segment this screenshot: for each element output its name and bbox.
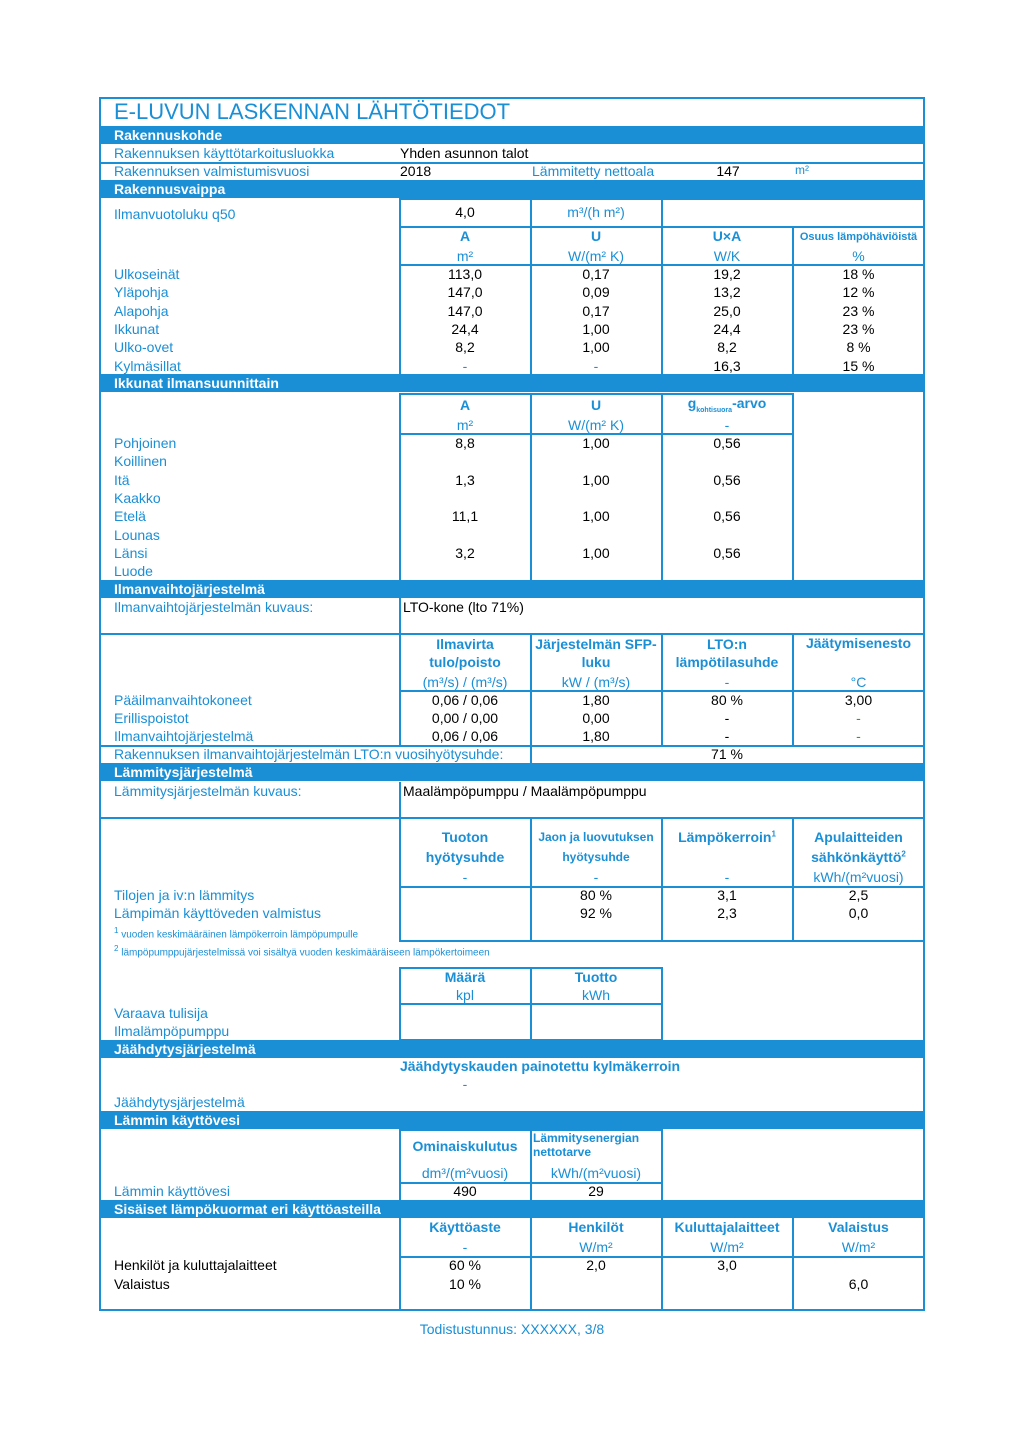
lam-row-jako: 92 % [580,905,612,921]
footer-certificate-id: Todistustunnus: XXXXXX, 3/8 [419,1321,605,1337]
divider [100,817,924,819]
iv-row-ilmavirta: 0,06 / 0,06 [431,728,499,744]
iv-row-lto: - [724,710,730,726]
vaippa-row-u: 1,00 [582,339,610,356]
divider [399,598,401,633]
kuorma-col-henk: Henkilöt [568,1219,624,1235]
section-title: Rakennusvaippa [114,181,226,197]
vaippa-row-osuus: 8 % [846,339,871,356]
kv-unit-ominais: dm³/(m²vuosi) [421,1165,509,1181]
nettoala-unit: m² [795,163,809,177]
iv-row-label: Pääilmanvaihtokoneet [114,692,252,708]
section-jaahdytys [100,1040,924,1058]
iv-row-lto: 80 % [711,692,743,708]
lam-row-jako: 80 % [580,887,612,903]
note-2: $^2$ lämpöpumppujärjestelmissä voi sisältyä vuoden keskimääräiseen lämpökertoimeen [114,944,490,959]
ilmanvuotoluku-value: 4,0 [455,204,475,220]
vaippa-row-label: Yläpohja [114,284,169,301]
tulisija-row-label: Varaava tulisija [114,1005,208,1021]
jaahdytys-value: - [462,1076,468,1092]
vaippa-row-osuus: 23 % [842,302,875,319]
tulisija-unit-tuotto: kWh [582,987,610,1003]
lam-col-jako: Jaon ja luovutuksen [538,830,654,844]
lto-vuosihyotysuhde-value: 71 % [711,746,743,762]
section-title: Rakennuskohde [114,127,223,143]
iv-row-sfp: 1,80 [582,728,610,744]
ilmanvuotoluku-unit: m³/(h m²) [567,204,625,220]
section-title: Ikkunat ilmansuunnittain [114,375,279,391]
vaippa-row-osuus: 15 % [842,357,875,374]
col-u: U [590,228,602,244]
ikkuna-row-a: 8,8 [455,435,475,451]
kv-value1: 490 [453,1183,477,1199]
vaippa-row-a: 113,0 [448,266,482,282]
vaippa-row-a: 8,2 [455,339,475,356]
ikk-unit-a: m² [456,417,474,433]
kuorma-row-kul: 3,0 [717,1257,737,1273]
ikk-col-u: U [590,397,602,413]
divider [399,782,401,817]
iv-row-jaat: 3,00 [844,692,873,708]
divider [399,940,925,942]
kuorma-col-kaytto: Käyttöaste [429,1219,501,1235]
ikkuna-row-label: Luode [114,563,153,580]
lam-col-tuotto: Tuoton [441,829,489,845]
lam-unit-kerroin: - [724,869,730,885]
col-osuus: Osuus lämpöhäviöistä [799,231,918,243]
vaippa-row-ua: 25,0 [713,302,741,319]
note-1-text: vuoden keskimääräinen lämpökerroin lämpöpumpulle [121,929,359,941]
kv-col-ominais: Ominaiskulutus [412,1138,518,1154]
unit-osuus: % [852,248,865,264]
kuorma-col-kul: Kuluttajalaitteet [674,1219,780,1235]
lam-row-label: Lämpimän käyttöveden valmistus [114,905,321,921]
ikkuna-row-u: 1,00 [582,471,610,488]
jaahdytys-col: Jäähdytyskauden painotettu kylmäkerroin [400,1058,681,1074]
iv-kuvaus-value: LTO-kone (lto 71%) [403,599,524,615]
iv-col-sfp: Järjestelmän SFP-luku [535,636,657,670]
kv-value2: 29 [588,1183,604,1199]
vaippa-row-ua: 13,2 [713,284,741,301]
iv-unit-ilmavirta: (m³/s) / (m³/s) [422,674,508,690]
iv-row-sfp: 1,80 [582,692,610,708]
iv-row-lto: - [724,728,730,744]
vaippa-row-label: Ulko-ovet [114,339,174,356]
ilmalampopumppu-row-label: Ilmalämpöpumppu [114,1023,230,1039]
col-a: A [459,228,471,244]
divider [792,393,794,580]
vaippa-row-ua: 8,2 [717,339,737,356]
kuorma-unit-henk: W/m² [579,1239,613,1255]
kuorma-row-kaytto: 10 % [449,1276,481,1292]
valmistumisvuosi-label: Rakennuksen valmistumisvuosi [114,163,310,179]
iv-unit-jaat: °C [850,674,867,690]
ikkuna-row-a: 11,1 [451,508,479,525]
tulisija-col-tuotto: Tuotto [574,969,618,985]
unit-u: W/(m² K) [568,248,624,264]
vaippa-row-label: Kylmäsillat [114,357,181,374]
section-kuormat [100,1200,924,1218]
iv-unit-lto: - [724,674,730,690]
kv-label: Lämmin käyttövesi [114,1183,230,1199]
kv-col-netto: Lämmitysenergian nettotarve [533,1131,640,1159]
ikk-col-a: A [459,397,471,413]
ikkuna-row-u: 1,00 [582,435,610,451]
vaippa-row-label: Alapohja [114,302,169,319]
lam-row-kerroin: 3,1 [717,887,737,903]
unit-a: m² [456,248,474,264]
divider [661,1129,663,1200]
section-title: Lämmin käyttövesi [114,1112,241,1128]
vaippa-row-u: 0,09 [582,284,610,301]
vaippa-row-label: Ikkunat [114,320,160,337]
ikkuna-row-g: 0,56 [713,508,741,525]
vaippa-row-osuus: 12 % [842,284,875,301]
lam-unit-jako: - [593,869,599,885]
iv-row-label: Erillispoistot [114,710,189,726]
vaippa-row-osuus: 18 % [842,266,875,282]
ikkuna-row-u: 1,00 [582,544,610,561]
iv-col-ilmavirta: Ilmavirta tulo/poisto [429,636,501,670]
kuorma-unit-kaytto: - [462,1239,468,1255]
kv-unit-netto: kWh/(m²vuosi) [550,1165,642,1181]
section-kayttovesi [100,1111,924,1129]
iv-col-lto: LTO:n lämpötilasuhde [675,636,779,670]
kuorma-row-label: Valaistus [114,1276,170,1292]
iv-row-jaat: - [856,728,861,744]
ikkuna-row-a: 3,2 [455,544,475,561]
ikkuna-row-u: 1,00 [582,508,610,525]
section-title: Lämmitysjärjestelmä [114,764,253,780]
iv-row-ilmavirta: 0,06 / 0,06 [431,692,499,708]
lammitys-kuvaus-label: Lämmitysjärjestelmän kuvaus: [114,783,302,799]
ikkuna-row-label: Lounas [114,526,160,543]
vaippa-row-u: 1,00 [582,320,610,337]
vaippa-row-ua: 19,2 [713,266,741,282]
col-ua: U×A [712,228,742,244]
ilmanvuotoluku-label: Ilmanvuotoluku q50 [114,206,236,222]
iv-row-sfp: 0,00 [582,710,610,726]
ikkuna-row-label: Länsi [114,544,148,561]
divider [661,967,663,1039]
lam-row-label: Tilojen ja iv:n lämmitys [114,887,255,903]
section-title: Ilmanvaihtojärjestelmä [114,581,265,597]
lammitys-kuvaus-value: Maalämpöpumppu / Maalämpöpumppu [403,783,647,799]
lam-col-apu-b: sähkönkäyttö$^2$ [811,849,906,865]
lto-vuosihyotysuhde-label: Rakennuksen ilmanvaihtojärjestelmän LTO:n vuosihyötysuhde: [114,746,504,762]
lam-col-jako-b: hyötysuhde [562,850,630,864]
ikkuna-row-label: Kaakko [114,489,161,506]
vaippa-row-ua: 16,3 [713,357,741,374]
iv-row-label: Ilmanvaihtojärjestelmä [114,728,254,744]
ikk-unit-g: - [724,417,730,433]
lam-col-kerroin-text: Lämpökerroin [678,829,772,845]
section-rakennuskohde [100,126,924,144]
section-title: Jäähdytysjärjestelmä [114,1041,256,1057]
vaippa-row-label: Ulkoseinät [114,266,180,282]
lam-unit-apu: kWh/(m²vuosi) [813,869,904,885]
nettoala-value: 147 [716,163,740,179]
nettoala-label: Lämmitetty nettoala [532,163,655,179]
kuorma-row-label: Henkilöt ja kuluttajalaitteet [114,1257,277,1273]
kuorma-row-val: 6,0 [848,1276,869,1292]
vaippa-row-u: 0,17 [582,266,610,282]
iv-kuvaus-label: Ilmanvaihtojärjestelmän kuvaus: [114,599,314,615]
valmistumisvuosi-value: 2018 [400,163,432,179]
ikkuna-row-label: Koillinen [114,453,167,470]
lam-col-apu: Apulaitteiden [814,829,903,845]
kuorma-unit-kul: W/m² [710,1239,744,1255]
lam-col-tuotto-b: hyötysuhde [425,849,505,865]
lam-col-kerroin: Lämpökerroin$^1$ [678,829,776,845]
tulisija-unit-maara: kpl [456,987,474,1003]
kuorma-unit-val: W/m² [841,1239,876,1255]
ikkuna-row-label: Itä [114,471,130,488]
section-title: Sisäiset lämpökuormat eri käyttöasteilla [114,1201,381,1217]
note-1: $^1$ vuoden keskimääräinen lämpökerroin lämpöpumpulle [114,926,359,941]
vaippa-row-osuus: 23 % [842,320,875,337]
vaippa-row-a: 147,0 [447,284,483,301]
kayttotarkoitus-value: Yhden asunnon talot [400,145,529,161]
lam-row-kerroin: 2,3 [717,905,737,921]
iv-row-ilmavirta: 0,00 / 0,00 [431,710,499,726]
iv-col-jaat: Jäätymisenesto [805,635,912,651]
section-lammitys [100,763,924,781]
ikk-col-g: $g_{kohtisuora}$-arvo [687,395,767,414]
lam-unit-tuotto: - [462,869,468,885]
kayttotarkoitus-label: Rakennuksen käyttötarkoitusluokka [114,145,335,161]
iv-unit-sfp: kW / (m³/s) [561,674,631,690]
kuorma-row-henk: 2,0 [586,1257,606,1273]
kuorma-row-kaytto: 60 % [449,1257,481,1273]
iv-row-jaat: - [856,710,861,726]
lam-row-apu: 2,5 [848,887,869,903]
note-2-text: lämpöpumppujärjestelmissä voi sisältyä vuoden keskimääräiseen lämpökertoimeen [121,947,490,959]
jaahdytys-label: Jäähdytysjärjestelmä [114,1094,245,1110]
unit-ua: W/K [713,248,741,264]
vaippa-row-ua: 24,4 [713,320,741,337]
section-ilmanvaihto [100,580,924,598]
vaippa-row-a: - [462,357,468,374]
section-rakennusvaippa [100,180,924,198]
page-title: E-LUVUN LASKENNAN LÄHTÖTIEDOT [114,99,511,124]
vaippa-row-u: - [593,357,599,374]
vaippa-row-a: 147,0 [447,302,483,319]
ikk-unit-u: W/(m² K) [568,417,624,433]
vaippa-row-u: 0,17 [582,302,610,319]
ikkuna-row-g: 0,56 [713,471,741,488]
ikkuna-row-g: 0,56 [713,544,741,561]
tulisija-col-maara: Määrä [444,969,486,985]
vaippa-row-a: 24,4 [451,320,479,337]
ikkuna-row-label: Etelä [114,508,146,525]
section-ikkunat [100,374,924,392]
lam-row-apu: 0,0 [848,905,869,921]
lam-col-apu-b-text: sähkönkäyttö [811,849,902,865]
ikkuna-row-label: Pohjoinen [114,435,177,451]
ikkuna-row-g: 0,56 [713,435,741,451]
ikkuna-row-a: 1,3 [455,471,475,488]
kuorma-col-val: Valaistus [828,1219,889,1235]
